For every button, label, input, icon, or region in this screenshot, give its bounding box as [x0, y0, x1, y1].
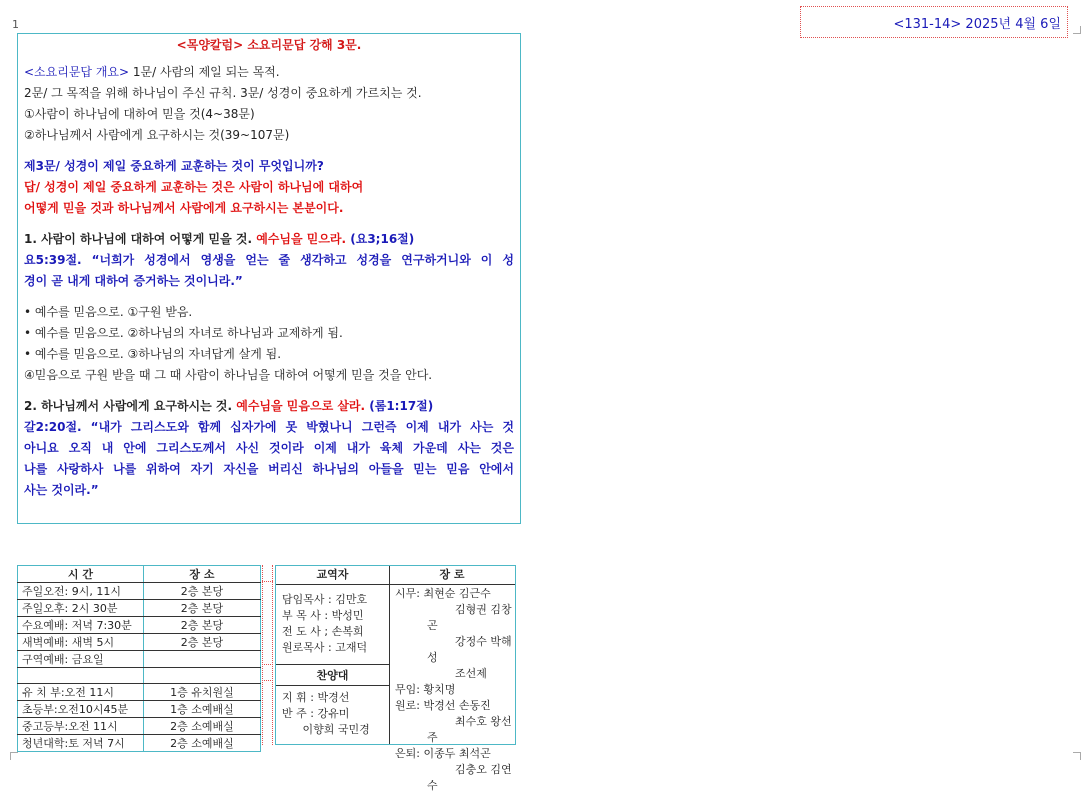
table-header-row [18, 566, 261, 583]
table-spacer-row [18, 668, 261, 684]
list-item: 은퇴: 이종두 최석곤 [395, 747, 491, 760]
table-row: 새벽예배: 새벽 5시 2층 본당 [18, 634, 261, 651]
table-row: 구역예배: 금요일 [18, 651, 261, 668]
overview-line: <소요리문답 개요> 1문/ 사람의 제일 되는 목적. [24, 65, 280, 79]
list-item: 원로목사 : 고재덕 [282, 641, 368, 654]
choir-list [282, 690, 370, 738]
overview-line: ①사람이 하나님에 대하여 믿을 것(4~38문) [24, 107, 255, 121]
conclusion-line: ④믿음으로 구원 받을 때 그 때 사람이 하나님을 대하여 어떻게 믿을 것을 안다. [24, 368, 433, 382]
list-item: 무임: 황치명 [395, 683, 456, 696]
page-corner-mark [1073, 26, 1081, 34]
bullet-item: • 예수를 믿음으로. ③하나님의 자녀답게 살게 됨. [24, 347, 282, 361]
list-item: 이향희 국민경 [292, 723, 370, 736]
page-corner-mark [10, 752, 18, 760]
overview-line: ②하나님께서 사람에게 요구하시는 것(39~107문) [24, 128, 290, 142]
table-row: 주일오후: 2시 30분 2층 본당 [18, 600, 261, 617]
section-1-heading: 1. 사람이 하나님에 대하여 어떻게 믿을 것. 예수님을 믿으라. (요3;16절) [24, 232, 415, 246]
list-item: 최수호 왕선주 [427, 715, 512, 744]
verse-line: 사는 것이라.” [24, 483, 99, 497]
issue-date: <131-14> 2025년 4월 6일 [893, 17, 1061, 32]
question-3: 제3문/ 성경이 제일 중요하게 교훈하는 것이 무엇입니까? [24, 159, 324, 173]
table-row: 중고등부:오전 11시 2층 소예배실 [18, 718, 261, 735]
table-row: 수요예배: 저녁 7:30분 2층 본당 [18, 617, 261, 634]
table-row: 주일오전: 9시, 11시 2층 본당 [18, 583, 261, 600]
separator-line [262, 664, 273, 665]
page-corner-mark [1073, 752, 1081, 760]
table-row: 초등부:오전10시45분 1층 소예배실 [18, 701, 261, 718]
list-item: 부 목 사 : 박성민 [282, 609, 364, 622]
list-item: 시무: 최현순 김근수 [395, 587, 491, 600]
bullet-item: • 예수를 믿음으로. ①구원 받음. [24, 305, 193, 319]
list-item: 김충오 김연수 [427, 763, 512, 792]
list-item: 담임목사 : 김만호 [282, 593, 368, 606]
list-item: 반 주 : 강유미 [282, 707, 350, 720]
section-2-heading: 2. 하나님께서 사람에게 요구하시는 것. 예수님을 믿음으로 살라. (롬1:17절) [24, 399, 434, 413]
list-item: 원로: 박경선 손동진 [395, 699, 491, 712]
elders-list [395, 586, 515, 794]
staff-list [282, 592, 367, 656]
header-time: 시 간 [18, 566, 144, 583]
elders-header: 장 로 [389, 566, 515, 585]
answer-line: 어떻게 믿을 것과 하나님께서 사람에게 요구하시는 본분이다. [24, 201, 344, 215]
table-separator [262, 565, 273, 745]
verse-line: 아니요 오직 내 안에 그리스도께서 사신 것이라 이제 내가 육체 가운데 사는 것은 [24, 441, 514, 455]
column-title: <목양칼럼> 소요리문답 강해 3문. [176, 38, 362, 52]
verse-line: 나를 사랑하사 나를 위하여 자기 자신을 버리신 하나님의 아들을 믿는 믿음 안에서 [24, 462, 514, 476]
staff-header: 교역자 [276, 566, 389, 585]
verse-line: 갈2:20절. “내가 그리스도와 함께 십자가에 못 박혔나니 그런즉 이제 내가 사는 것 [24, 420, 514, 434]
answer-line: 답/ 성경이 제일 중요하게 교훈하는 것은 사람이 하나님에 대하여 [24, 180, 364, 194]
page-number: 1 [12, 18, 19, 31]
overview-label: <소요리문답 개요> [24, 65, 130, 79]
list-item: 김형권 김창곤 [427, 603, 512, 632]
bullet-item: • 예수를 믿음으로. ②하나님의 자녀로 하나님과 교제하게 됨. [24, 326, 343, 340]
choir-header: 찬양대 [276, 664, 389, 686]
list-item: 전 도 사 ; 손복희 [282, 625, 364, 638]
worship-schedule-table [17, 565, 261, 752]
column-divider [389, 566, 390, 744]
overview-line: 2문/ 그 목적을 위해 하나님이 주신 규칙. 3문/ 성경이 중요하게 가르치는 것. [24, 86, 422, 100]
verse-line: 요5:39절. “너희가 성경에서 영생을 얻는 줄 생각하고 성경을 연구하거니와 이 성 [24, 253, 514, 267]
list-item: 강정수 박해성 [427, 635, 512, 664]
church-staff-table [275, 565, 516, 792]
separator-line [262, 680, 273, 681]
table-row: 청년대학:토 저녁 7시 2층 소예배실 [18, 735, 261, 752]
list-item: 지 휘 : 박경선 [282, 691, 350, 704]
list-item: 조선제 [427, 667, 487, 680]
table-row: 유 치 부:오전 11시 1층 유치원실 [18, 684, 261, 701]
separator-line [262, 581, 273, 582]
issue-date-box [800, 6, 1068, 38]
pastoral-column [17, 33, 521, 524]
verse-line: 경이 곧 내게 대하여 증거하는 것이니라.” [24, 274, 243, 288]
header-place: 장 소 [143, 566, 260, 583]
